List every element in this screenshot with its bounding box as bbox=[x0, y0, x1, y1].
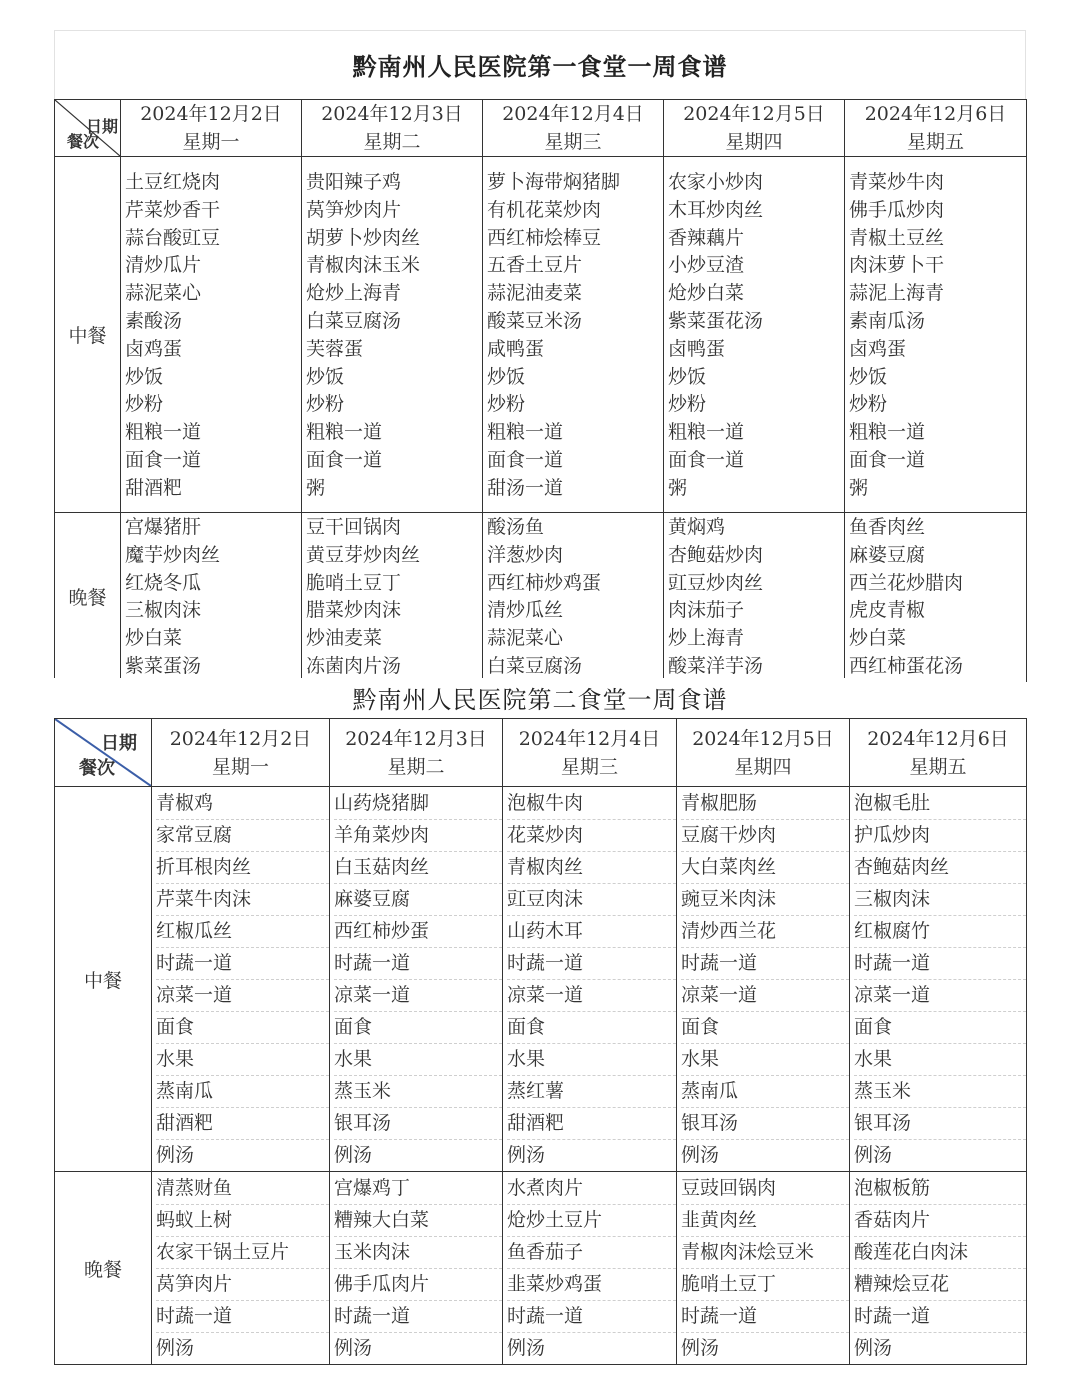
dish-item: 炒粉 bbox=[487, 393, 526, 416]
dish-item: 青菜炒牛肉 bbox=[849, 171, 945, 193]
dish-item: 凉菜一道 bbox=[507, 980, 676, 1012]
dish-item: 农家干锅土豆片 bbox=[156, 1237, 329, 1269]
dish-item: 炒粉 bbox=[306, 393, 345, 416]
dish-item: 例汤 bbox=[334, 1144, 373, 1166]
dish-item: 羊角菜炒肉 bbox=[334, 820, 502, 852]
dish-list bbox=[330, 787, 503, 1172]
dish-item: 护瓜炒肉 bbox=[854, 820, 1026, 852]
dish-item: 鱼香肉丝 bbox=[849, 516, 926, 538]
canteen2-lunch-row bbox=[55, 787, 1027, 1172]
day-header bbox=[850, 719, 1027, 787]
day-date: 2024年12月4日 bbox=[502, 103, 644, 125]
dish-item: 炒油麦菜 bbox=[306, 627, 383, 650]
dish-item: 蒜泥油麦菜 bbox=[487, 282, 583, 305]
dish-item: 粗粮一道 bbox=[849, 421, 926, 444]
dish-item: 时蔬一道 bbox=[854, 948, 1026, 980]
canteen2-table bbox=[54, 718, 1027, 1365]
dish-item: 面食一道 bbox=[849, 448, 926, 471]
dish-item: 三椒肉沫 bbox=[125, 599, 202, 622]
dish-item: 蒜泥菜心 bbox=[125, 282, 202, 305]
dish-item: 西红柿烩棒豆 bbox=[487, 226, 602, 249]
dish-item: 五香土豆片 bbox=[487, 254, 583, 277]
dish-item: 时蔬一道 bbox=[507, 948, 676, 980]
dish-item: 莴笋肉片 bbox=[156, 1269, 329, 1301]
dish-item: 甜酒粑 bbox=[125, 476, 183, 499]
dish-item: 例汤 bbox=[156, 1144, 195, 1166]
dish-item: 木耳炒肉丝 bbox=[668, 198, 764, 221]
dish-item: 蒜泥上海青 bbox=[849, 282, 945, 305]
canteen1-table bbox=[54, 99, 1027, 682]
day-weekday: 星期一 bbox=[211, 755, 269, 778]
day-date: 2024年12月3日 bbox=[321, 103, 463, 125]
dish-item: 时蔬一道 bbox=[334, 1301, 502, 1333]
dish-item: 白菜豆腐汤 bbox=[306, 309, 402, 332]
dish-item: 豆腐干炒肉 bbox=[681, 820, 849, 852]
dish-item: 蒜泥菜心 bbox=[487, 627, 564, 650]
dish-item: 卤鸭蛋 bbox=[668, 337, 726, 360]
dish-item: 香菇肉片 bbox=[854, 1205, 1026, 1237]
dish-item: 时蔬一道 bbox=[681, 948, 849, 980]
dish-item: 清蒸财鱼 bbox=[156, 1173, 329, 1205]
dish-item: 水果 bbox=[156, 1044, 329, 1076]
day-weekday: 星期四 bbox=[734, 755, 792, 778]
dish-item: 西红柿炒鸡蛋 bbox=[487, 571, 602, 594]
dish-item: 折耳根肉丝 bbox=[156, 852, 329, 884]
dish-item: 甜酒粑 bbox=[507, 1108, 676, 1140]
dish-item: 宫爆猪肝 bbox=[125, 516, 202, 538]
dish-item: 莴笋炒肉片 bbox=[306, 198, 402, 221]
day-weekday: 星期二 bbox=[387, 755, 445, 778]
dish-item: 蒸红薯 bbox=[507, 1076, 676, 1108]
dish-item: 水果 bbox=[334, 1044, 502, 1076]
dinner-label: 晚餐 bbox=[55, 513, 121, 682]
day-date: 2024年12月2日 bbox=[140, 103, 282, 125]
day-date: 2024年12月6日 bbox=[867, 727, 1009, 750]
lunch-label: 中餐 bbox=[55, 787, 152, 1172]
dish-item: 凉菜一道 bbox=[334, 980, 502, 1012]
dish-item: 大白菜肉丝 bbox=[681, 852, 849, 884]
day-date: 2024年12月2日 bbox=[169, 727, 312, 750]
dish-item: 粥 bbox=[306, 476, 326, 499]
dish-item: 泡椒毛肚 bbox=[854, 788, 1026, 820]
dish-item: 肉沫萝卜干 bbox=[849, 254, 945, 277]
dish-item: 水煮肉片 bbox=[507, 1173, 676, 1205]
dish-item: 佛手瓜炒肉 bbox=[849, 198, 945, 221]
corner-date-label: 日期 bbox=[85, 117, 118, 136]
dish-item: 豆干回锅肉 bbox=[306, 516, 402, 538]
dish-item: 酸汤鱼 bbox=[487, 516, 545, 538]
day-date: 2024年12月5日 bbox=[692, 727, 834, 750]
dish-list bbox=[121, 157, 302, 513]
day-header bbox=[152, 719, 330, 787]
dish-item: 蒸南瓜 bbox=[681, 1076, 849, 1108]
dish-list bbox=[850, 787, 1027, 1172]
dish-item: 面食一道 bbox=[487, 448, 564, 471]
dish-item: 冻菌肉片汤 bbox=[306, 654, 402, 677]
dish-item: 泡椒牛肉 bbox=[507, 788, 676, 820]
dish-item: 时蔬一道 bbox=[334, 948, 502, 980]
dish-item: 炒饭 bbox=[306, 365, 345, 388]
dish-list bbox=[845, 157, 1027, 513]
corner-meal-label: 餐次 bbox=[67, 132, 100, 151]
dish-item: 例汤 bbox=[681, 1337, 720, 1359]
canteen2-title: 黔南州人民医院第二食堂一周食谱 bbox=[352, 686, 728, 714]
dish-item: 清炒西兰花 bbox=[681, 916, 849, 948]
dish-item: 红烧冬瓜 bbox=[125, 571, 202, 594]
dish-item: 水果 bbox=[507, 1044, 676, 1076]
dish-item: 糟辣大白菜 bbox=[334, 1205, 502, 1237]
dish-item: 脆哨土豆丁 bbox=[306, 571, 402, 594]
dish-item: 甜汤一道 bbox=[487, 476, 564, 499]
canteen2-dinner-row bbox=[55, 1172, 1027, 1365]
dish-item: 例汤 bbox=[507, 1337, 546, 1359]
day-header bbox=[664, 100, 845, 157]
dish-item: 青椒肥肠 bbox=[681, 788, 849, 820]
dish-item: 粗粮一道 bbox=[125, 421, 202, 444]
dish-item: 白菜豆腐汤 bbox=[487, 654, 583, 677]
dish-item: 炒粉 bbox=[849, 393, 888, 416]
dish-item: 凉菜一道 bbox=[156, 980, 329, 1012]
dish-item: 胡萝卜炒肉丝 bbox=[306, 226, 421, 249]
dish-item: 韭黄肉丝 bbox=[681, 1205, 849, 1237]
dish-item: 青椒肉沫玉米 bbox=[306, 254, 421, 277]
canteen1-header-row bbox=[55, 100, 1027, 157]
dish-list bbox=[330, 1172, 503, 1365]
day-date: 2024年12月5日 bbox=[683, 103, 825, 125]
dish-item: 杏鲍菇肉丝 bbox=[854, 852, 1026, 884]
dish-item: 素酸汤 bbox=[125, 309, 183, 332]
dish-item: 时蔬一道 bbox=[156, 948, 329, 980]
dish-item: 糟辣烩豆花 bbox=[854, 1269, 1026, 1301]
dish-item: 炒白菜 bbox=[849, 627, 907, 650]
dish-list bbox=[503, 787, 677, 1172]
dish-item: 清炒瓜丝 bbox=[487, 599, 564, 622]
dish-item: 青椒鸡 bbox=[156, 788, 329, 820]
dish-list bbox=[152, 1172, 330, 1365]
dish-item: 洋葱炒肉 bbox=[487, 543, 564, 566]
day-date: 2024年12月4日 bbox=[518, 727, 661, 750]
dish-item: 蒸玉米 bbox=[854, 1076, 1026, 1108]
dish-item: 蚂蚁上树 bbox=[156, 1205, 329, 1237]
dish-item: 豇豆肉沫 bbox=[507, 884, 676, 916]
dish-item: 山药木耳 bbox=[507, 916, 676, 948]
dish-list bbox=[302, 157, 483, 513]
dish-item: 紫菜蛋花汤 bbox=[668, 309, 764, 332]
dish-item: 农家小炒肉 bbox=[668, 171, 764, 193]
dish-item: 萝卜海带焖猪脚 bbox=[487, 171, 621, 193]
corner-meal-label: 餐次 bbox=[79, 758, 115, 779]
dish-item: 豇豆炒肉丝 bbox=[668, 571, 764, 594]
dish-item: 酸菜豆米汤 bbox=[487, 309, 583, 332]
canteen1-lunch-row bbox=[55, 157, 1027, 513]
dish-item: 凉菜一道 bbox=[854, 980, 1026, 1012]
dish-item: 西红柿炒蛋 bbox=[334, 916, 502, 948]
dish-item: 黄焖鸡 bbox=[668, 516, 726, 538]
day-header bbox=[302, 100, 483, 157]
dish-item: 杏鲍菇炒肉 bbox=[668, 543, 764, 566]
dish-item: 清炒瓜片 bbox=[125, 254, 202, 277]
day-weekday: 星期二 bbox=[363, 131, 421, 153]
dish-item: 玉米肉沫 bbox=[334, 1237, 502, 1269]
dish-item: 炒上海青 bbox=[668, 627, 745, 650]
dish-list bbox=[677, 787, 850, 1172]
dish-item: 肉沫茄子 bbox=[668, 599, 745, 622]
dish-item: 麻婆豆腐 bbox=[334, 884, 502, 916]
dish-item: 泡椒板筋 bbox=[854, 1173, 1026, 1205]
dish-item: 粗粮一道 bbox=[487, 421, 564, 444]
dish-item: 虎皮青椒 bbox=[849, 599, 926, 622]
dish-item: 炝炒白菜 bbox=[668, 282, 745, 305]
dish-item: 面食 bbox=[156, 1012, 329, 1044]
dish-item: 粗粮一道 bbox=[668, 421, 745, 444]
canteen1-title: 黔南州人民医院第一食堂一周食谱 bbox=[54, 30, 1026, 99]
dish-item: 时蔬一道 bbox=[681, 1301, 849, 1333]
dish-item: 腊菜炒肉沫 bbox=[306, 599, 402, 622]
dish-item: 西红柿蛋花汤 bbox=[849, 654, 964, 677]
dish-item: 炒饭 bbox=[487, 365, 526, 388]
dish-item: 花菜炒肉 bbox=[507, 820, 676, 852]
dish-item: 卤鸡蛋 bbox=[125, 337, 183, 360]
dish-item: 贵阳辣子鸡 bbox=[306, 171, 402, 193]
dish-item: 芹菜炒香干 bbox=[125, 198, 221, 221]
dish-item: 炝炒上海青 bbox=[306, 282, 402, 305]
dish-list bbox=[664, 513, 845, 682]
dish-item: 炒饭 bbox=[125, 365, 164, 388]
dish-item: 炒粉 bbox=[668, 393, 707, 416]
dish-list bbox=[503, 1172, 677, 1365]
dish-item: 卤鸡蛋 bbox=[849, 337, 907, 360]
dish-item: 韭菜炒鸡蛋 bbox=[507, 1269, 676, 1301]
dish-item: 香辣藕片 bbox=[668, 226, 745, 249]
canteen2-corner-cell bbox=[55, 719, 152, 787]
dish-item: 白玉菇肉丝 bbox=[334, 852, 502, 884]
dish-list bbox=[483, 513, 664, 682]
dish-list bbox=[121, 513, 302, 682]
dish-item: 蒸玉米 bbox=[334, 1076, 502, 1108]
dish-list bbox=[664, 157, 845, 513]
dish-item: 粥 bbox=[849, 476, 869, 499]
dish-item: 银耳汤 bbox=[681, 1108, 849, 1140]
dinner-label: 晚餐 bbox=[55, 1172, 152, 1365]
dish-item: 酸莲花白肉沫 bbox=[854, 1237, 1026, 1269]
day-weekday: 星期五 bbox=[909, 755, 967, 778]
day-header bbox=[503, 719, 677, 787]
day-weekday: 星期四 bbox=[725, 131, 783, 153]
dish-item: 炒白菜 bbox=[125, 627, 183, 650]
dish-item: 例汤 bbox=[334, 1337, 373, 1359]
dish-item: 豆豉回锅肉 bbox=[681, 1173, 849, 1205]
dish-item: 时蔬一道 bbox=[156, 1301, 329, 1333]
dish-item: 酸菜洋芋汤 bbox=[668, 654, 764, 677]
dish-item: 例汤 bbox=[854, 1337, 893, 1359]
dish-item: 面食一道 bbox=[125, 448, 202, 471]
dish-item: 时蔬一道 bbox=[507, 1301, 676, 1333]
day-header bbox=[845, 100, 1027, 157]
dish-item: 面食 bbox=[334, 1012, 502, 1044]
dish-item: 例汤 bbox=[681, 1144, 720, 1166]
dish-item: 银耳汤 bbox=[334, 1108, 502, 1140]
dish-item: 面食 bbox=[681, 1012, 849, 1044]
dish-item: 黄豆芽炒肉丝 bbox=[306, 543, 421, 566]
dish-item: 魔芋炒肉丝 bbox=[125, 543, 221, 566]
dish-item: 炒饭 bbox=[849, 365, 888, 388]
canteen1-dinner-row bbox=[55, 513, 1027, 682]
day-weekday: 星期三 bbox=[560, 755, 618, 778]
dish-item: 西兰花炒腊肉 bbox=[849, 571, 964, 594]
dish-item: 水果 bbox=[681, 1044, 849, 1076]
day-header bbox=[121, 100, 302, 157]
dish-item: 青椒土豆丝 bbox=[849, 226, 945, 249]
day-weekday: 星期三 bbox=[544, 131, 602, 153]
day-date: 2024年12月6日 bbox=[864, 103, 1007, 125]
dish-item: 时蔬一道 bbox=[854, 1301, 1026, 1333]
dish-item: 例汤 bbox=[507, 1144, 546, 1166]
canteen1-menu bbox=[54, 30, 1026, 682]
dish-item: 芹菜牛肉沫 bbox=[156, 884, 329, 916]
dish-item: 佛手瓜肉片 bbox=[334, 1269, 502, 1301]
dish-item: 面食一道 bbox=[668, 448, 745, 471]
dish-item: 面食 bbox=[854, 1012, 1026, 1044]
dish-item: 豌豆米肉沫 bbox=[681, 884, 849, 916]
dish-item: 银耳汤 bbox=[854, 1108, 1026, 1140]
lunch-label: 中餐 bbox=[55, 157, 121, 513]
dish-item: 粗粮一道 bbox=[306, 421, 383, 444]
dish-item: 炒饭 bbox=[668, 365, 707, 388]
dish-item: 咸鸭蛋 bbox=[487, 337, 545, 360]
canteen1-corner-cell bbox=[55, 100, 121, 157]
dish-item: 脆哨土豆丁 bbox=[681, 1269, 849, 1301]
dish-item: 炒粉 bbox=[125, 393, 164, 416]
dish-item: 凉菜一道 bbox=[681, 980, 849, 1012]
canteen2-menu bbox=[54, 678, 1026, 1365]
dish-item: 小炒豆渣 bbox=[668, 254, 745, 277]
dish-item: 家常豆腐 bbox=[156, 820, 329, 852]
dish-list bbox=[845, 513, 1027, 682]
dish-item: 炝炒土豆片 bbox=[507, 1205, 676, 1237]
dish-item: 青椒肉丝 bbox=[507, 852, 676, 884]
dish-item: 芙蓉蛋 bbox=[306, 337, 364, 360]
day-header bbox=[483, 100, 664, 157]
dish-list bbox=[677, 1172, 850, 1365]
dish-item: 麻婆豆腐 bbox=[849, 543, 926, 566]
dish-item: 有机花菜炒肉 bbox=[487, 198, 602, 221]
dish-item: 蒜台酸豇豆 bbox=[125, 226, 221, 249]
dish-item: 宫爆鸡丁 bbox=[334, 1173, 502, 1205]
dish-item: 蒸南瓜 bbox=[156, 1076, 329, 1108]
dish-item: 紫菜蛋汤 bbox=[125, 654, 202, 677]
day-header bbox=[677, 719, 850, 787]
dish-item: 面食一道 bbox=[306, 448, 383, 471]
dish-item: 红椒瓜丝 bbox=[156, 916, 329, 948]
dish-list bbox=[152, 787, 330, 1172]
day-header bbox=[330, 719, 503, 787]
dish-item: 红椒腐竹 bbox=[854, 916, 1026, 948]
dish-item: 例汤 bbox=[156, 1337, 195, 1359]
dish-list bbox=[850, 1172, 1027, 1365]
dish-item: 三椒肉沫 bbox=[854, 884, 1026, 916]
dish-item: 青椒肉沫烩豆米 bbox=[681, 1237, 849, 1269]
dish-item: 水果 bbox=[854, 1044, 1026, 1076]
dish-item: 粥 bbox=[668, 476, 688, 499]
canteen2-header-row bbox=[55, 719, 1027, 787]
dish-item: 例汤 bbox=[854, 1144, 893, 1166]
day-weekday: 星期一 bbox=[182, 131, 240, 153]
dish-item: 面食 bbox=[507, 1012, 676, 1044]
day-date: 2024年12月3日 bbox=[345, 727, 487, 750]
dish-item: 山药烧猪脚 bbox=[334, 788, 502, 820]
day-weekday: 星期五 bbox=[906, 131, 964, 153]
dish-item: 土豆红烧肉 bbox=[125, 171, 221, 193]
dish-item: 鱼香茄子 bbox=[507, 1237, 676, 1269]
dish-item: 素南瓜汤 bbox=[849, 309, 926, 332]
corner-date-label: 日期 bbox=[101, 733, 137, 754]
dish-item: 甜酒粑 bbox=[156, 1108, 329, 1140]
dish-list bbox=[302, 513, 483, 682]
dish-list bbox=[483, 157, 664, 513]
